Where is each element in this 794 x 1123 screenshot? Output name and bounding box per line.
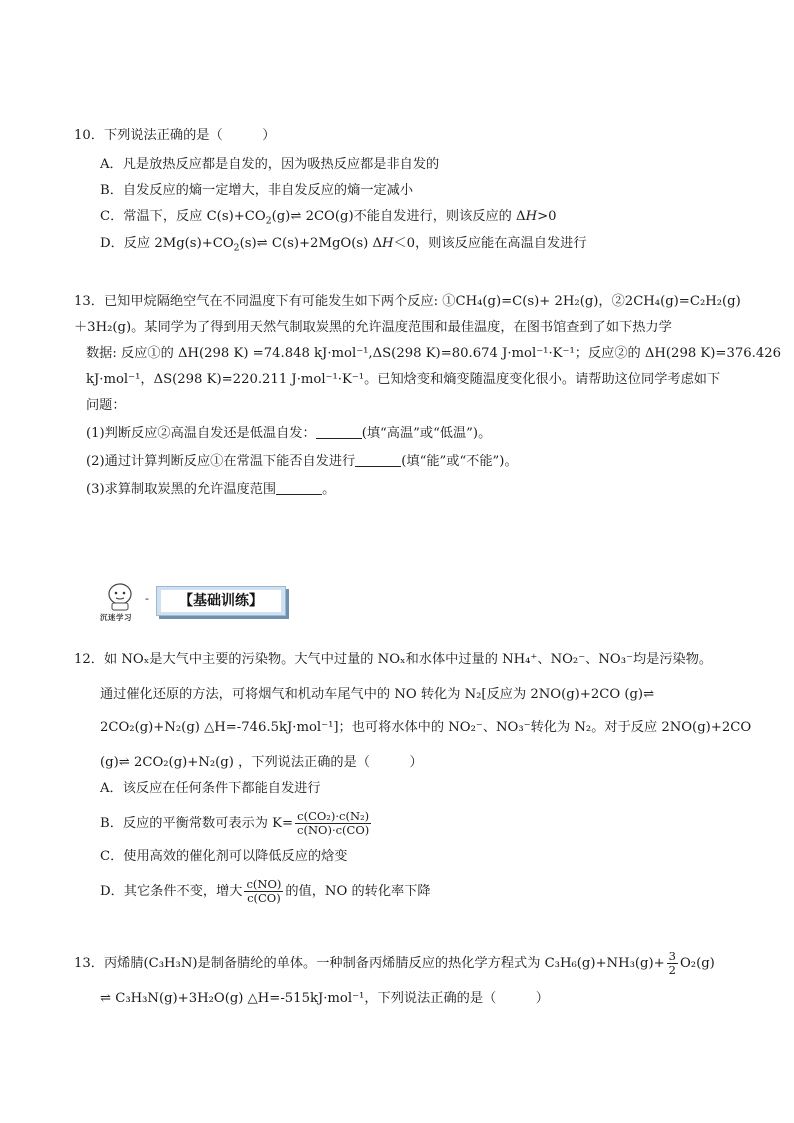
- q13a-part-2: [86, 453, 518, 471]
- q10-d-h: H: [381, 236, 394, 251]
- banner-title: 【基础训练】: [161, 590, 281, 612]
- q13a-part-3-post: 。: [322, 482, 336, 497]
- q13b-line-2: ⇌ C₃H₃N(g)+3H₂O(g) △H=-515kJ·mol⁻¹，下列说法正确的是（ ）: [100, 991, 549, 1006]
- q13a-line-2: ＋3H₂(g)。某同学为了得到用天然气制取炭黑的允许温度范围和最佳温度，在图书馆查到了如下热力学: [74, 320, 672, 335]
- q13a-part-3-pre: (3)求算制取炭黑的允许温度范围: [86, 482, 277, 497]
- answer-blank-2[interactable]: [355, 454, 401, 467]
- section-banner: [100, 578, 290, 624]
- q13a-part-2-pre: (2)通过计算判断反应①在常温下能否自发进行: [86, 454, 356, 469]
- q12-d-text-pre: D．其它条件不变，增大: [100, 884, 243, 899]
- q12-line-4: (g)⇌ 2CO₂(g)+N₂(g) ，下列说法正确的是（ ）: [100, 755, 423, 770]
- q13a-line-4: kJ·mol⁻¹，ΔS(298 K)=220.211 J·mol⁻¹·K⁻¹。已知焓变和熵变随温度变化很小。请帮助这位同学考虑如下: [86, 372, 721, 387]
- q10-c-text-pre: C．常温下，反应 C(s)+CO: [100, 209, 266, 224]
- q13b-fraction: [667, 950, 678, 977]
- q10-d-text-mid: (s)⇌ C(s)+2MgO(s) Δ: [239, 236, 382, 251]
- q10-c-text-post: >0: [537, 209, 557, 224]
- q12-d-denominator: c(CO): [247, 891, 281, 905]
- q13a-part-1-post: (填“高温”或“低温”)。: [361, 426, 492, 441]
- mascot-label: 沉迷学习: [100, 613, 132, 622]
- answer-blank-3[interactable]: [276, 482, 322, 495]
- q10-option-a: A．凡是放热反应都是自发的，因为吸热反应都是非自发的: [100, 157, 440, 172]
- q12-b-numerator: c(CO₂)·c(N₂): [295, 810, 371, 824]
- q12-b-denominator: c(NO)·c(CO): [297, 823, 370, 837]
- q13b-line-1: [74, 950, 715, 977]
- q12-d-text-post: 的值，NO 的转化率下降: [285, 884, 431, 899]
- q13a-part-1-pre: (1)判断反应②高温自发还是低温自发：: [86, 426, 316, 441]
- q12-option-a: A．该反应在任何条件下都能自发进行: [100, 781, 321, 796]
- q12-d-numerator: c(NO): [246, 877, 282, 891]
- q13a-part-1: [86, 425, 491, 443]
- q12-option-b: [100, 810, 373, 837]
- q12-line-1: 12．如 NOₓ是大气中主要的污染物。大气中过量的 NOₓ和水体中过量的 NH₄⁺、NO₂⁻、NO₃⁻均是污染物。: [74, 652, 713, 667]
- q12-d-fraction: [244, 878, 283, 905]
- q10-option-c: C．常温下，反应 $C(s)+CO_2(g)\rightleftharpoons$ 2CO(g)不能自发进行，则该反应的 ΔH>0: [100, 209, 557, 227]
- q10-option-d: D．反应 $2Mg(s)+CO_2(s)\rightleftharpoons$ C(s)+2MgO(s) ΔH＜0，则该反应能在高温自发进行: [100, 236, 587, 254]
- q13b-line-1-pre: 13．丙烯腈(C₃H₃N)是制备腈纶的单体。一种制备丙烯腈反应的热化学方程式为 C₃H₆(g)+NH₃(g)+: [74, 956, 665, 971]
- banner-box: [156, 586, 286, 616]
- q10-d-text-post: ＜0，则该反应能在高温自发进行: [393, 236, 587, 251]
- q12-option-d: [100, 878, 431, 905]
- q13a-line-3: 数据: 反应①的 ΔH(298 K) =74.848 kJ·mol⁻¹,ΔS(298 K)=80.674 J·mol⁻¹·K⁻¹；反应②的 ΔH(298 K)=376.426: [86, 346, 781, 361]
- q10-stem: 10．下列说法正确的是（ ）: [74, 128, 276, 143]
- q13a-part-3: [86, 481, 335, 499]
- q13a-line-5: 问题：: [86, 398, 126, 413]
- q10-c-text-mid: (g)⇌ 2CO(g)不能自发进行，则该反应的 Δ: [271, 209, 526, 224]
- q10-d-text-pre: D．反应 2Mg(s)+CO: [100, 236, 234, 251]
- q12-option-c: C．使用高效的催化剂可以降低反应的焓变: [100, 849, 348, 864]
- q12-line-2: 通过催化还原的方法，可将烟气和机动车尾气中的 NO 转化为 N₂[反应为 2NO(g)+2CO (g)⇌: [100, 687, 655, 702]
- q10-c-h: H: [525, 209, 538, 224]
- banner-dash: -: [145, 592, 149, 605]
- q13b-denominator: 2: [668, 963, 676, 977]
- q13a-part-2-post: (填“能”或“不能”)。: [401, 454, 518, 469]
- answer-blank-1[interactable]: [316, 426, 362, 439]
- q13b-line-1-post: O₂(g): [679, 956, 715, 971]
- q10-option-b: B．自发反应的熵一定增大，非自发反应的熵一定减小: [100, 183, 414, 198]
- q12-b-fraction: [295, 810, 371, 837]
- q12-line-3: 2CO₂(g)+N₂(g) △H=-746.5kJ·mol⁻¹]；也可将水体中的 NO₂⁻、NO₃⁻转化为 N₂。对于反应 2NO(g)+2CO: [100, 720, 752, 735]
- q13b-numerator: 3: [668, 949, 676, 963]
- q12-b-text: B．反应的平衡常数可表示为 K=: [100, 816, 294, 831]
- q13a-line-1: 13．已知甲烷隔绝空气在不同温度下有可能发生如下两个反应: ①CH₄(g)=C(s)+ 2H₂(g)，②2CH₄(g)=C₂H₂(g): [74, 294, 741, 309]
